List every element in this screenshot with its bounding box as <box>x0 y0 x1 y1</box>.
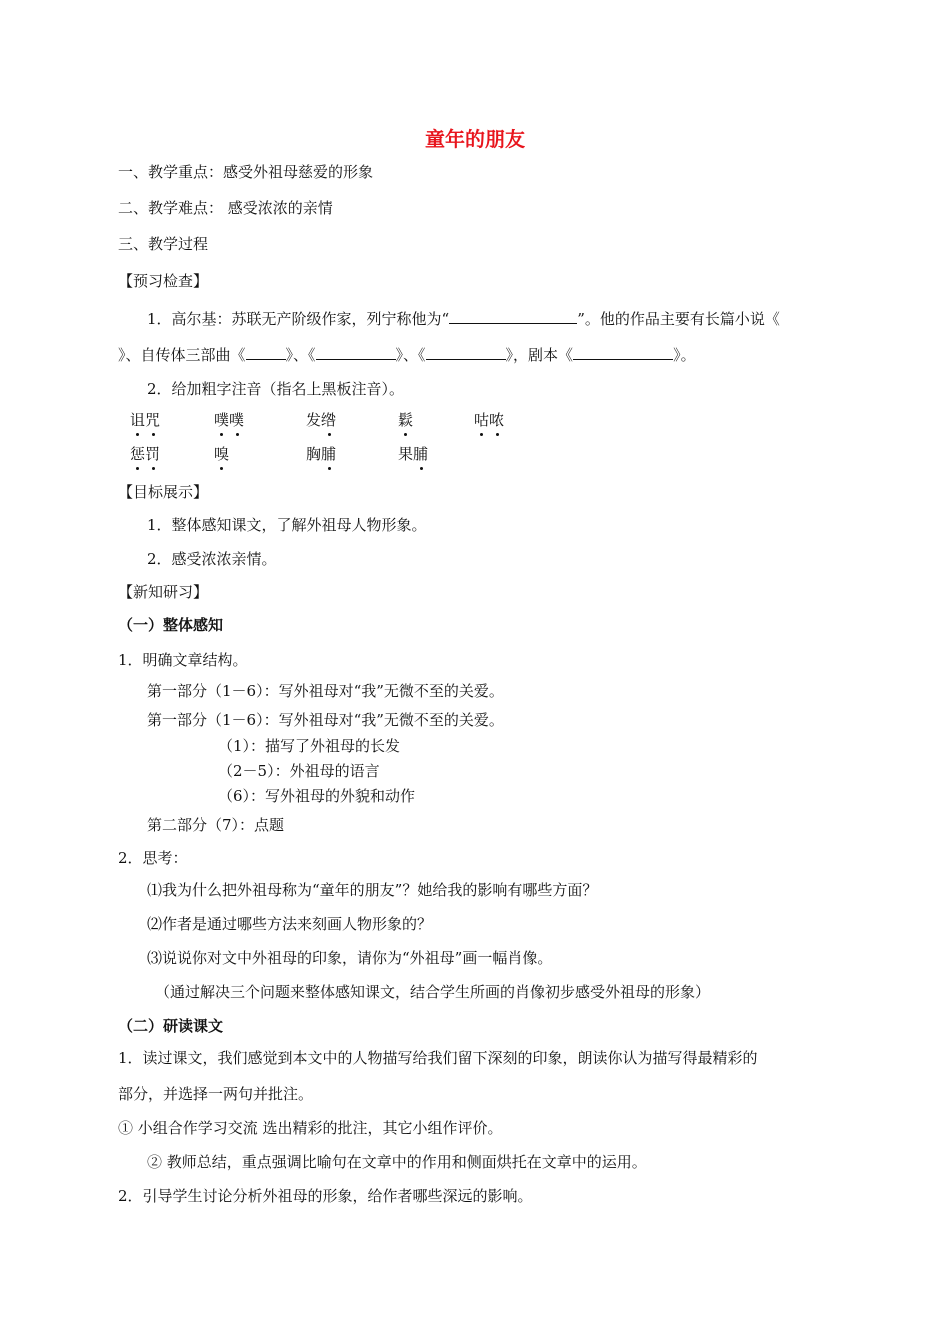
word-text: 鬏 <box>398 411 414 429</box>
word-item <box>214 444 229 464</box>
word-text: 咕哝 <box>474 411 505 429</box>
question-item: ⑵作者是通过哪些方法来刻画人物形象的？ <box>147 915 433 933</box>
part2-title: （二）研读课文 <box>118 1017 224 1035</box>
key-point: 一、教学重点：感受外祖母慈爱的形象 <box>118 163 374 181</box>
structure-line: 第二部分（7）：点题 <box>147 816 285 834</box>
answer-blank[interactable] <box>316 344 396 360</box>
word-item <box>130 444 160 464</box>
cooperate-item: ① 小组合作学习交流 选出精彩的批注，其它小组作评价。 <box>118 1119 503 1137</box>
reading-task-1-cont: 部分，并选择一两句并批注。 <box>118 1085 314 1103</box>
word-item <box>214 410 244 430</box>
word-text: 诅咒 <box>130 411 161 429</box>
preview-header: 【预习检查】 <box>118 272 209 290</box>
reading-task-2: 2．引导学生讨论分析外祖母的形象，给作者哪些深远的影响。 <box>118 1187 533 1205</box>
structure-line: （2－5）：外祖母的语言 <box>218 762 380 780</box>
q1-mid: ”。他的作品主要有长篇小说《 <box>577 310 780 328</box>
word-item <box>130 410 160 430</box>
answer-blank[interactable] <box>246 344 286 360</box>
part1-title: （一）整体感知 <box>118 616 224 634</box>
teaching-process: 三、教学过程 <box>118 235 209 253</box>
summary-item: ② 教师总结，重点强调比喻句在文章中的作用和侧面烘托在文章中的运用。 <box>147 1153 647 1171</box>
structure-line: （1）：描写了外祖母的长发 <box>218 737 401 755</box>
answer-blank[interactable] <box>426 344 506 360</box>
goal-item: 2．感受浓浓亲情。 <box>147 550 277 568</box>
structure-step: 1．明确文章结构。 <box>118 651 248 669</box>
document-title: 童年的朋友 <box>425 127 525 151</box>
teaching-note: （通过解决三个问题来整体感知课文，结合学生所画的肖像初步感受外祖母的形象） <box>155 983 711 1001</box>
word-text: 果脯 <box>398 445 429 463</box>
word-text: 发绺 <box>306 411 337 429</box>
q1-line2-a: 》、自传体三部曲《 <box>118 346 246 364</box>
q1-line2-d: 》，剧本《 <box>505 346 574 364</box>
question-item: ⑶说说你对文中外祖母的印象，请你为“外祖母”画一幅肖像。 <box>147 949 553 967</box>
word-item <box>398 410 413 430</box>
structure-line: 第一部分（1－6）：写外祖母对“我”无微不至的关爱。 <box>147 682 504 700</box>
word-text: 胸脯 <box>306 445 337 463</box>
word-item <box>306 444 336 464</box>
preview-question-2: 2．给加粗字注音（指名上黑板注音）。 <box>147 380 405 398</box>
q1-prefix: 1．高尔基：苏联无产阶级作家，列宁称他为“ <box>147 310 450 328</box>
question-item: ⑴我为什么把外祖母称为“童年的朋友”？她给我的影响有哪些方面？ <box>147 881 598 899</box>
difficult-point: 二、教学难点： 感受浓浓的亲情 <box>118 199 333 217</box>
goals-header: 【目标展示】 <box>118 483 209 501</box>
q1-line2-c: 》、《 <box>395 346 426 364</box>
q1-line2-e: 》。 <box>673 346 696 364</box>
word-text: 噗噗 <box>214 411 245 429</box>
word-item <box>474 410 504 430</box>
word-item <box>306 410 336 430</box>
preview-question-1-line2 <box>118 344 696 365</box>
goal-item: 1．整体感知课文，了解外祖母人物形象。 <box>147 516 427 534</box>
answer-blank[interactable] <box>449 308 577 324</box>
structure-line: 第一部分（1－6）：写外祖母对“我”无微不至的关爱。 <box>147 711 504 729</box>
reading-task-1: 1．读过课文，我们感觉到本文中的人物描写给我们留下深刻的印象，朗读你认为描写得最精彩的 <box>118 1049 758 1067</box>
word-text: 惩罚 <box>130 445 161 463</box>
preview-question-1 <box>147 308 780 329</box>
think-step: 2．思考： <box>118 849 188 867</box>
word-text: 嗅 <box>214 445 230 463</box>
word-item <box>398 444 428 464</box>
newknow-header: 【新知研习】 <box>118 583 209 601</box>
structure-line: （6）：写外祖母的外貌和动作 <box>218 787 416 805</box>
q1-line2-b: 》、《 <box>285 346 316 364</box>
answer-blank[interactable] <box>573 344 673 360</box>
